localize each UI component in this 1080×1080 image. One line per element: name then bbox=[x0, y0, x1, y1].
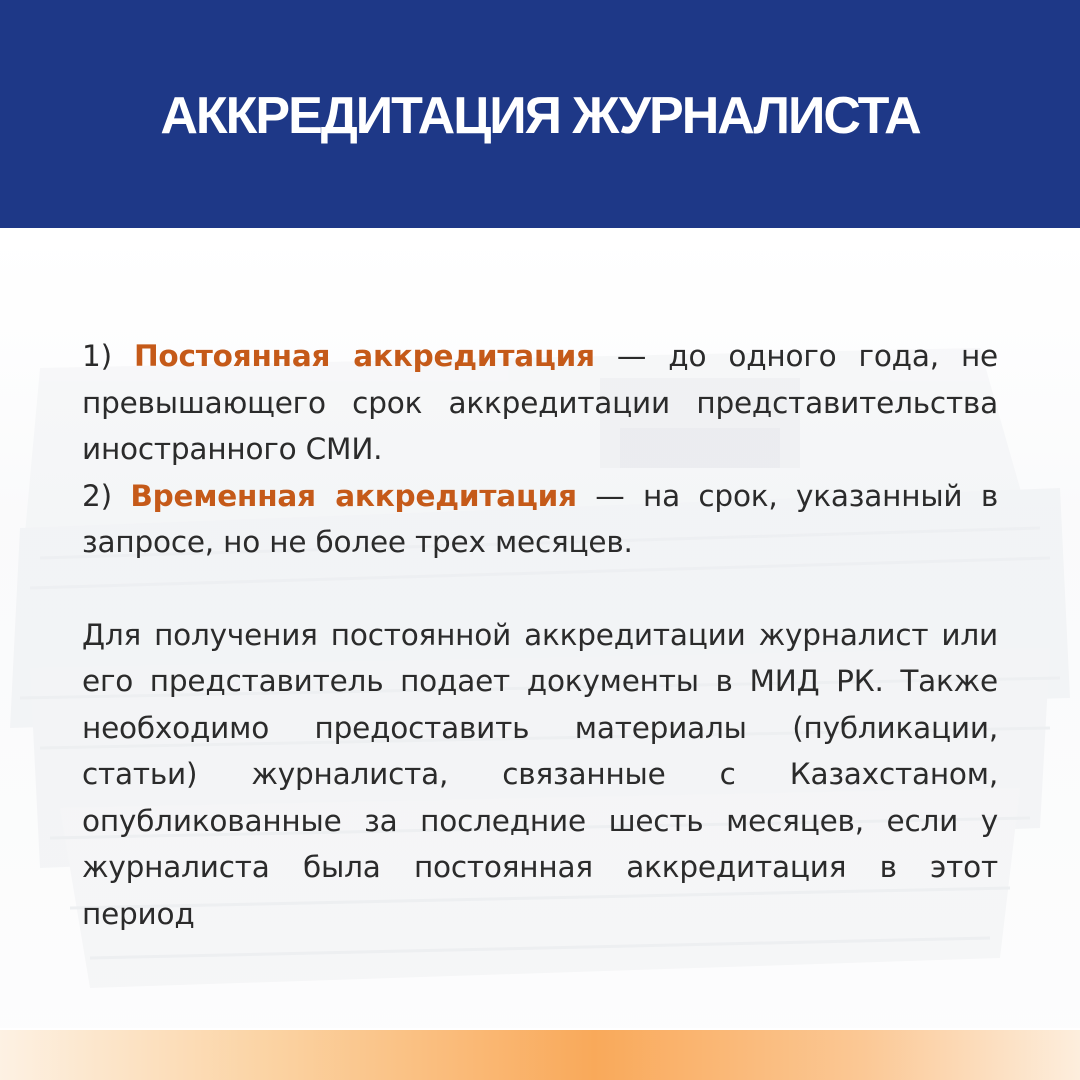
bottom-gradient-band bbox=[0, 1030, 1080, 1080]
item-term: Постоянная аккредитация bbox=[133, 339, 595, 373]
page-title: АККРЕДИТАЦИЯ ЖУРНАЛИСТА bbox=[160, 87, 920, 145]
body-paragraph: Для получения постоянной аккредитации журналист или его представитель подает документы в МИД РК. Также необходимо предоставить материалы (публикации, статьи) журналиста, связанные с Казахстаном, опубликованные за последние шесть месяцев, если у журналиста была постоянная аккредитация в этот период bbox=[82, 617, 998, 931]
item-text: — до одного года, не превышающего срок аккредитации представительства иностранного СМИ. bbox=[82, 339, 998, 466]
item-text: — на срок, указанный в запросе, но не более трех месяцев. bbox=[82, 478, 999, 559]
header-band bbox=[0, 0, 1080, 228]
item-number: 1) bbox=[82, 339, 112, 373]
item-number: 2) bbox=[82, 478, 112, 513]
spacer bbox=[82, 566, 998, 612]
list-item bbox=[82, 333, 998, 473]
list-item bbox=[82, 473, 998, 566]
item-term: Временная аккредитация bbox=[130, 478, 577, 513]
content bbox=[82, 333, 998, 937]
